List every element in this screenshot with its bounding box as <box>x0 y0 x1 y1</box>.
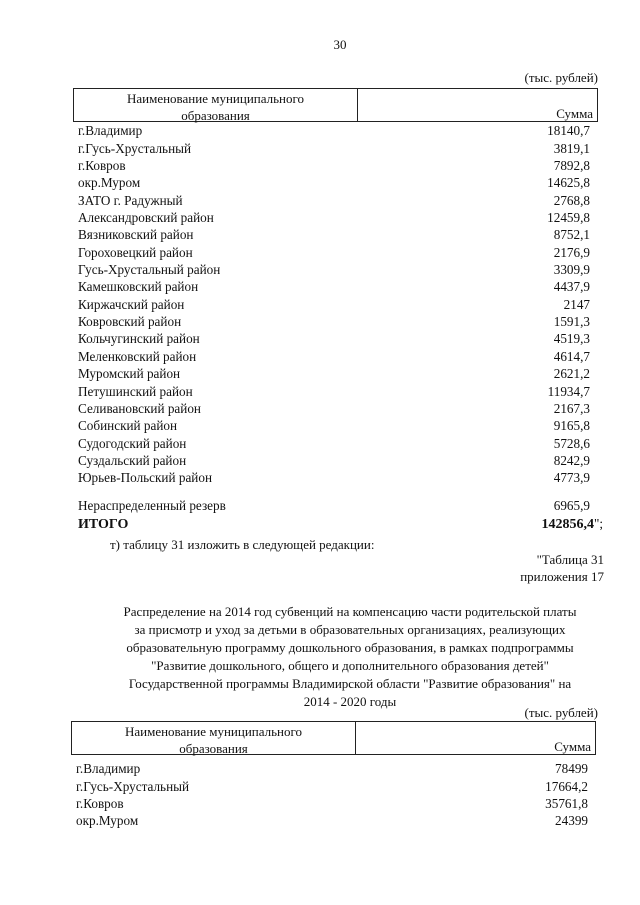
table-row <box>76 760 588 777</box>
row-name: г.Владимир <box>76 761 141 777</box>
table-row <box>78 313 590 330</box>
table-row <box>78 417 590 434</box>
row-value: 18140,7 <box>547 123 590 139</box>
page-number: 30 <box>333 37 347 52</box>
title-line: Государственной программы Владимирской области "Развитие образования" на <box>128 676 572 691</box>
table-row <box>76 795 588 812</box>
table2-header <box>71 721 596 755</box>
row-name: Меленковский район <box>78 348 197 364</box>
row-name: окр.Муром <box>78 175 141 191</box>
row-value: 8242,9 <box>553 452 590 468</box>
table-row <box>78 174 590 191</box>
reserve-row <box>78 497 590 514</box>
total-label: ИТОГО <box>78 517 129 533</box>
table1-body <box>78 122 590 486</box>
row-name: Камешковский район <box>78 279 199 295</box>
row-value: 14625,8 <box>547 175 590 191</box>
row-value: 4773,9 <box>553 470 590 486</box>
row-value: 1591,3 <box>553 314 590 330</box>
table-row <box>78 434 590 451</box>
row-name: г.Владимир <box>78 123 143 139</box>
table2-units: (тыс. рублей) <box>524 705 598 720</box>
row-value: 3309,9 <box>553 262 590 278</box>
table-row <box>78 330 590 347</box>
title-line: за присмотр и уход за детьми в образовательных организациях, реализующих <box>134 622 566 637</box>
total-suffix: "; <box>593 516 603 532</box>
row-value: 4519,3 <box>553 331 590 347</box>
row-value: 17664,2 <box>545 778 588 794</box>
title-line: Распределение на 2014 год субвенций на компенсацию части родительской платы <box>123 604 577 619</box>
table-row <box>78 382 590 399</box>
table-row <box>78 295 590 312</box>
table-row <box>78 261 590 278</box>
table-row <box>78 209 590 226</box>
title-line: 2014 - 2020 годы <box>303 694 397 709</box>
table1-header-name-line1: Наименование муниципального <box>126 91 305 106</box>
row-name: Гусь-Хрустальный район <box>78 262 221 278</box>
table1-header-name <box>74 90 357 124</box>
row-value: 12459,8 <box>547 210 590 226</box>
table1-header-sum: Сумма <box>556 106 593 121</box>
table2-header-name-line2: образования <box>179 741 248 756</box>
table-row <box>78 400 590 417</box>
table-reference <box>520 551 604 585</box>
reserve-label: Нераспределенный резерв <box>78 498 226 514</box>
table-row <box>78 365 590 382</box>
table-row <box>78 157 590 174</box>
row-value: 24399 <box>555 813 588 829</box>
row-value: 8752,1 <box>553 227 590 243</box>
row-value: 5728,6 <box>553 435 590 451</box>
total-row <box>78 516 603 533</box>
row-name: Муромский район <box>78 366 181 382</box>
row-name: Суздальский район <box>78 452 187 468</box>
row-name: Вязниковский район <box>78 227 194 243</box>
row-value: 7892,8 <box>553 158 590 174</box>
table2-header-name <box>72 723 355 757</box>
row-name: г.Ковров <box>78 158 126 174</box>
title-line: образовательную программу дошкольного образования, в рамках подпрограммы <box>126 640 574 655</box>
row-name: Киржачский район <box>78 296 185 312</box>
table-row <box>78 191 590 208</box>
row-value: 2147 <box>563 296 590 312</box>
table-row <box>78 452 590 469</box>
row-name: Кольчугинский район <box>78 331 200 347</box>
table-row <box>78 226 590 243</box>
table-row <box>78 139 590 156</box>
table1-header <box>73 88 598 122</box>
row-name: Юрьев-Польский район <box>78 470 212 486</box>
row-name: г.Гусь-Хрустальный <box>76 778 190 794</box>
table-row <box>76 777 588 794</box>
row-value: 2176,9 <box>553 244 590 260</box>
table2-header-name-line1: Наименование муниципального <box>124 724 303 739</box>
table1-units: (тыс. рублей) <box>524 70 598 85</box>
table2-header-sum: Сумма <box>554 739 591 754</box>
row-name: Селивановский район <box>78 400 201 416</box>
reserve-value: 6965,9 <box>553 498 590 514</box>
row-name: г.Ковров <box>76 796 124 812</box>
table2-body <box>76 760 588 829</box>
row-name: Петушинский район <box>78 383 193 399</box>
row-name: Ковровский район <box>78 314 182 330</box>
row-value: 3819,1 <box>553 140 590 156</box>
total-value: 142856,4 <box>541 517 594 533</box>
table1-header-name-line2: образования <box>181 108 250 123</box>
table-row <box>78 122 590 139</box>
row-value: 9165,8 <box>553 418 590 434</box>
row-value: 2621,2 <box>553 366 590 382</box>
row-value: 2768,8 <box>553 192 590 208</box>
row-name: Собинский район <box>78 418 178 434</box>
row-value: 35761,8 <box>545 796 588 812</box>
table-row <box>78 243 590 260</box>
row-value: 78499 <box>555 761 588 777</box>
row-name: ЗАТО г. Радужный <box>78 192 183 208</box>
table-row <box>78 469 590 486</box>
row-name: окр.Муром <box>76 813 139 829</box>
row-name: Гороховецкий район <box>78 244 193 260</box>
table-reference-line1: "Таблица 31 <box>536 552 604 567</box>
row-name: г.Гусь-Хрустальный <box>78 140 192 156</box>
section-title <box>60 603 640 711</box>
row-value: 4614,7 <box>553 348 590 364</box>
row-value: 4437,9 <box>553 279 590 295</box>
table-reference-line2: приложения 17 <box>520 569 604 584</box>
table-row <box>78 347 590 364</box>
row-value: 2167,3 <box>553 400 590 416</box>
title-line: "Развитие дошкольного, общего и дополнительного образования детей" <box>151 658 549 673</box>
table-row <box>78 278 590 295</box>
table-row <box>76 812 588 829</box>
row-name: Судогодский район <box>78 435 187 451</box>
instruction-text: т) таблицу 31 изложить в следующей редакции: <box>110 537 375 552</box>
row-name: Александровский район <box>78 210 214 226</box>
row-value: 11934,7 <box>547 383 590 399</box>
